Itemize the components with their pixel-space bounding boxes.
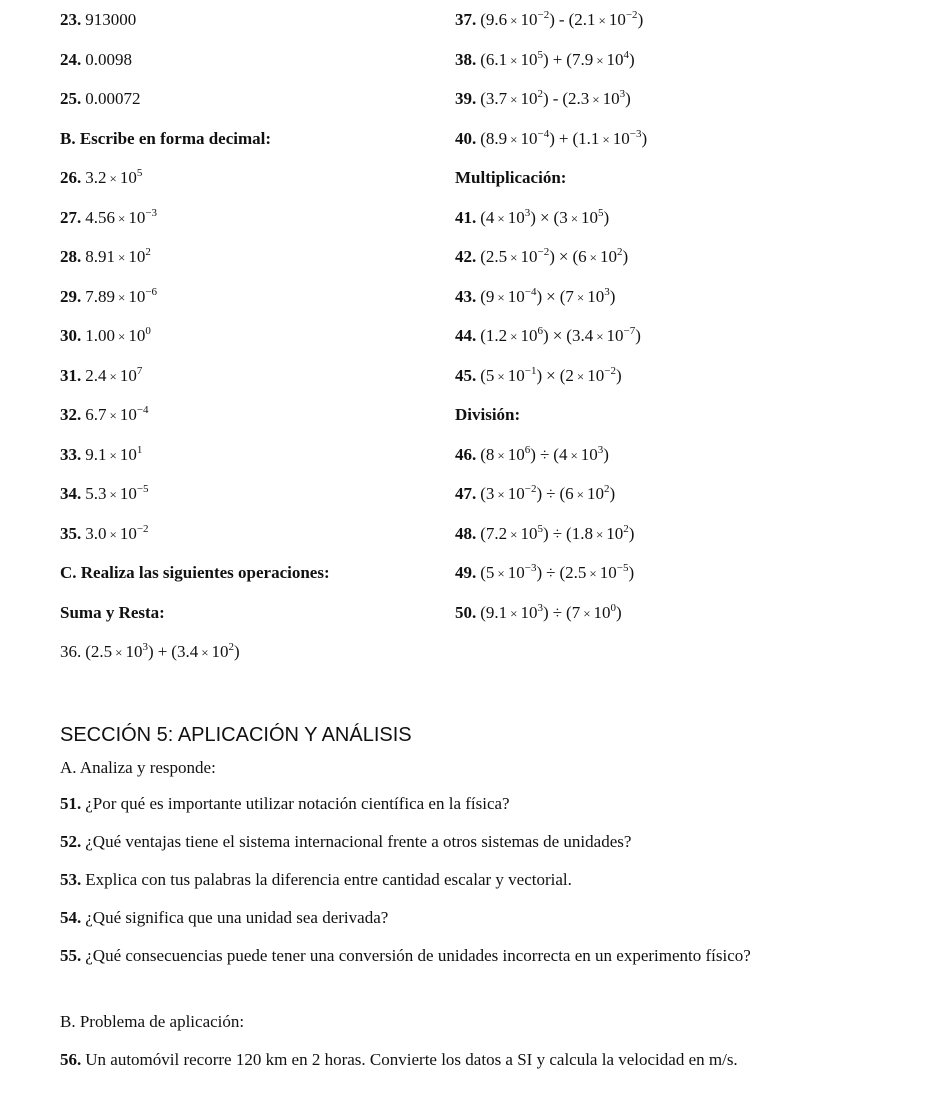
section-header: División: xyxy=(455,405,521,424)
operand-b: $(3.4 \times 10^2)$ xyxy=(171,641,240,661)
item-number: 35. xyxy=(60,523,82,543)
section-header: Multiplicación: xyxy=(455,168,567,187)
mantissa: 1.2 xyxy=(485,326,508,345)
item-number: 42. xyxy=(455,247,477,266)
exponent: 4 xyxy=(623,48,630,61)
mantissa: 3.7 xyxy=(485,89,508,108)
base-ten: 10 xyxy=(580,444,598,464)
times-sign: × xyxy=(570,210,579,226)
times-sign: × xyxy=(497,210,505,226)
exponent: 2 xyxy=(623,522,629,535)
base-ten: 10 xyxy=(593,602,611,622)
exponent: 5 xyxy=(537,522,544,535)
times-sign: × xyxy=(109,526,117,542)
base-ten: 10 xyxy=(507,365,525,385)
item-number: 33. xyxy=(60,444,82,464)
mantissa: 4 xyxy=(558,444,568,464)
times-sign: × xyxy=(576,487,585,502)
operator: + xyxy=(157,642,168,661)
operand-a: $(9.1 \times 10^3)$ xyxy=(480,601,549,622)
item-number: 28. xyxy=(60,247,82,266)
mantissa: 1.8 xyxy=(571,523,593,543)
operator: ÷ xyxy=(546,484,556,503)
base-ten: 10 xyxy=(612,128,630,148)
base-ten: 10 xyxy=(520,10,538,29)
exercise-item xyxy=(60,484,149,505)
mantissa: 3.4 xyxy=(176,642,199,661)
operator: - xyxy=(552,89,559,108)
exponent: 3 xyxy=(619,88,626,100)
question-text: ¿Qué consecuencias puede tener una conversión de unidades incorrecta en un experimento físico? xyxy=(85,946,751,965)
question-53 xyxy=(60,869,572,891)
exponent: −1 xyxy=(524,364,537,377)
times-sign: × xyxy=(510,605,518,621)
mantissa: 8.91 xyxy=(85,247,115,266)
mantissa: 2 xyxy=(565,365,574,385)
operand-a: $(8 \times 10^6)$ xyxy=(480,443,536,464)
item-number: 36. xyxy=(60,642,82,661)
exponent: −3 xyxy=(145,206,158,219)
base-ten: 10 xyxy=(520,602,538,622)
item-number: 29. xyxy=(60,286,82,306)
mantissa: 7.89 xyxy=(85,286,115,306)
base-ten: 10 xyxy=(128,247,146,266)
base-ten: 10 xyxy=(507,286,525,306)
exponent: 3 xyxy=(604,285,610,298)
item-number: 41. xyxy=(455,207,477,227)
times-sign: × xyxy=(510,131,518,147)
item-number: 37. xyxy=(455,10,477,29)
question-55 xyxy=(60,945,760,967)
exercise-item xyxy=(455,10,643,31)
base-ten: 10 xyxy=(599,563,617,582)
base-ten: 10 xyxy=(119,365,137,385)
operand-a: $(8.9 \times 10^{-4})$ xyxy=(480,127,555,148)
operand-b: $(3.4 \times 10^{-7})$ xyxy=(566,325,641,345)
operator: - xyxy=(558,10,565,29)
base-ten: 10 xyxy=(520,523,538,543)
operator: ÷ xyxy=(546,563,556,582)
exponent: −5 xyxy=(616,562,629,574)
operand-b: $(6 \times 10^2)$ xyxy=(572,246,629,266)
exercise-item xyxy=(60,405,149,426)
exercise-item xyxy=(60,642,240,663)
operator: × xyxy=(558,247,569,266)
exercise-item xyxy=(60,208,157,229)
base-ten: 10 xyxy=(520,49,538,69)
problem-text: Un automóvil recorre 120 km en 2 horas. Convierte los datos a SI y calcula la velocidad en m/s. xyxy=(85,1050,738,1069)
operand-b: $(2.3 \times 10^3)$ xyxy=(562,88,631,108)
exponent: 2 xyxy=(145,246,151,258)
exercise-item xyxy=(455,445,609,466)
exponent: −2 xyxy=(537,9,550,21)
mantissa: 5 xyxy=(485,563,495,582)
question-number: 51. xyxy=(60,794,82,813)
times-sign: × xyxy=(598,13,606,28)
mantissa: 6 xyxy=(565,484,574,503)
mantissa: 3 xyxy=(559,207,568,227)
question-number: 52. xyxy=(60,832,82,851)
question-number: 54. xyxy=(60,908,82,927)
item-number: 45. xyxy=(455,365,477,385)
operator: + xyxy=(558,128,569,148)
item-number: 27. xyxy=(60,207,82,227)
exponent: 5 xyxy=(136,167,143,179)
times-sign: × xyxy=(510,329,518,344)
exercise-item xyxy=(455,366,622,387)
question-text: Explica con tus palabras la diferencia entre cantidad escalar y vectorial. xyxy=(85,870,572,889)
operand-b: $(2.1 \times 10^{-2})$ xyxy=(568,9,644,29)
times-sign: × xyxy=(592,92,600,107)
item-number: 34. xyxy=(60,484,82,503)
exponent: 3 xyxy=(524,206,531,219)
item-value: 0.00072 xyxy=(85,89,141,108)
item-number: 31. xyxy=(60,365,82,385)
mantissa: 5 xyxy=(485,365,495,385)
base-ten: 10 xyxy=(507,207,525,227)
operand-b: $(7 \times 10^3)$ xyxy=(559,285,616,306)
mantissa: 3 xyxy=(485,484,495,503)
times-sign: × xyxy=(602,131,610,147)
mantissa: 4 xyxy=(485,207,495,227)
exponent: −5 xyxy=(136,483,149,495)
mantissa: 3.0 xyxy=(85,523,107,543)
mantissa: 2.1 xyxy=(574,10,596,29)
base-ten: 10 xyxy=(520,89,538,108)
problem-56 xyxy=(60,1049,820,1071)
exponent: 3 xyxy=(597,443,604,456)
times-sign: × xyxy=(201,645,209,660)
base-ten: 10 xyxy=(606,49,624,69)
exercise-item xyxy=(60,50,132,70)
times-sign: × xyxy=(109,487,117,502)
operator: × xyxy=(552,326,563,345)
exercise-item xyxy=(455,287,615,308)
times-sign: × xyxy=(115,645,123,660)
mantissa: 7 xyxy=(565,286,574,306)
operator: ÷ xyxy=(552,523,563,543)
times-sign: × xyxy=(109,447,117,463)
base-ten: 10 xyxy=(606,326,624,345)
exponent: −2 xyxy=(625,9,638,21)
base-ten: 10 xyxy=(119,484,137,503)
operator: × xyxy=(546,286,556,306)
times-sign: × xyxy=(109,171,117,186)
times-sign: × xyxy=(118,329,126,344)
exponent: −2 xyxy=(537,246,550,258)
operator: × xyxy=(546,365,556,385)
operand-a: $(4 \times 10^3)$ xyxy=(480,206,536,227)
item-number: 48. xyxy=(455,523,477,543)
section-header: C. Realiza las siguientes operaciones: xyxy=(60,563,330,582)
times-sign: × xyxy=(589,250,598,265)
base-ten: 10 xyxy=(128,286,146,306)
base-ten: 10 xyxy=(119,168,137,187)
times-sign: × xyxy=(118,210,126,226)
operand-a: $(1.2 \times 10^6)$ xyxy=(480,325,549,345)
exponent: 7 xyxy=(136,364,143,377)
mantissa: 6 xyxy=(578,247,587,266)
base-ten: 10 xyxy=(119,523,137,543)
operator: ÷ xyxy=(539,444,550,464)
exponent: 6 xyxy=(524,443,531,456)
operand-a: $(3 \times 10^{-2})$ xyxy=(480,483,543,503)
operand-a: $(2.5 \times 10^{-2})$ xyxy=(480,246,555,266)
times-sign: × xyxy=(576,289,585,305)
exponent: 5 xyxy=(598,206,604,219)
item-value: 0.0098 xyxy=(85,49,132,69)
item-number: 26. xyxy=(60,168,82,187)
base-ten: 10 xyxy=(128,326,146,345)
base-ten: 10 xyxy=(587,286,605,306)
operand-b: $(4 \times 10^3)$ xyxy=(553,443,609,464)
question-number: 55. xyxy=(60,946,82,965)
operand-a: $(7.2 \times 10^5)$ xyxy=(480,522,549,543)
exercise-item xyxy=(455,484,615,505)
item-number: 44. xyxy=(455,326,477,345)
operator: + xyxy=(552,49,563,69)
times-sign: × xyxy=(510,92,518,107)
exponent: −2 xyxy=(604,364,616,377)
question-text: ¿Qué ventajas tiene el sistema internacional frente a otros sistemas de unidades? xyxy=(85,832,632,851)
section-header: Suma y Resta: xyxy=(60,602,165,622)
exponent: −3 xyxy=(629,127,642,140)
base-ten: 10 xyxy=(119,444,137,464)
base-ten: 10 xyxy=(581,207,599,227)
item-number: 32. xyxy=(60,405,82,424)
base-ten: 10 xyxy=(587,365,605,385)
item-number: 23. xyxy=(60,10,82,29)
exponent: −2 xyxy=(524,483,537,495)
item-number: 47. xyxy=(455,484,477,503)
times-sign: × xyxy=(497,289,505,305)
operand-a: $(3.7 \times 10^2)$ xyxy=(480,88,549,108)
mantissa: 8 xyxy=(485,444,495,464)
exercise-item xyxy=(60,366,142,387)
base-ten: 10 xyxy=(119,405,137,424)
base-ten: 10 xyxy=(520,247,538,266)
operand-b: $(3 \times 10^5)$ xyxy=(553,206,610,227)
exercise-item xyxy=(60,524,149,545)
exponent: 3 xyxy=(537,601,544,614)
mantissa: 3.4 xyxy=(571,326,594,345)
part-b-label: B. Problema de aplicación: xyxy=(60,1012,245,1031)
exercise-item xyxy=(455,563,634,584)
times-sign: × xyxy=(510,52,518,68)
exercise-item xyxy=(60,287,157,308)
item-value: 913000 xyxy=(85,10,137,29)
item-number: 39. xyxy=(455,89,477,108)
exponent: 5 xyxy=(537,48,544,61)
times-sign: × xyxy=(118,250,126,265)
exercise-item xyxy=(60,168,142,189)
problem-number: 56. xyxy=(60,1050,82,1069)
times-sign: × xyxy=(596,329,604,344)
base-ten: 10 xyxy=(608,10,626,29)
mantissa: 1.00 xyxy=(85,326,115,345)
operand-a: $(2.5 \times 10^3)$ xyxy=(85,641,154,661)
base-ten: 10 xyxy=(602,89,620,108)
times-sign: × xyxy=(510,13,518,28)
mantissa: 7.9 xyxy=(571,49,594,69)
exponent: 1 xyxy=(136,443,143,456)
exponent: 0 xyxy=(145,325,151,337)
exercise-item xyxy=(455,603,622,624)
exponent: −7 xyxy=(623,325,636,337)
mantissa: 2.5 xyxy=(565,563,587,582)
times-sign: × xyxy=(583,605,591,621)
exponent: −4 xyxy=(136,404,149,416)
base-ten: 10 xyxy=(128,207,146,227)
mantissa: 9 xyxy=(485,286,495,306)
question-54 xyxy=(60,907,388,929)
exponent: −4 xyxy=(537,127,550,140)
exercise-item xyxy=(455,524,634,545)
item-number: 50. xyxy=(455,602,477,622)
times-sign: × xyxy=(109,368,117,384)
base-ten: 10 xyxy=(125,642,143,661)
base-ten: 10 xyxy=(520,128,538,148)
mantissa: 9.1 xyxy=(85,444,107,464)
base-ten: 10 xyxy=(600,247,618,266)
times-sign: × xyxy=(595,526,604,542)
mantissa: 1.1 xyxy=(578,128,600,148)
part-a-label: A. Analiza y responde: xyxy=(60,758,216,777)
times-sign: × xyxy=(596,52,604,68)
mantissa: 6.7 xyxy=(85,405,107,424)
base-ten: 10 xyxy=(507,563,525,582)
base-ten: 10 xyxy=(520,326,538,345)
item-number: 46. xyxy=(455,444,477,464)
operand-a: $(5 \times 10^{-1})$ xyxy=(480,364,543,385)
exponent: 2 xyxy=(604,483,610,495)
question-text: ¿Por qué es importante utilizar notación científica en la física? xyxy=(85,794,510,813)
exercise-item xyxy=(60,445,142,466)
exponent: 3 xyxy=(142,641,149,653)
operand-b: $(1.8 \times 10^2)$ xyxy=(566,522,635,543)
exercise-item xyxy=(455,247,628,268)
exponent: 2 xyxy=(537,88,544,100)
item-number: 24. xyxy=(60,49,82,69)
operand-b: $(2 \times 10^{-2})$ xyxy=(559,364,622,385)
exponent: 6 xyxy=(537,325,544,337)
item-number: 43. xyxy=(455,286,477,306)
operator: × xyxy=(539,207,550,227)
item-number: 38. xyxy=(455,49,477,69)
base-ten: 10 xyxy=(507,484,525,503)
exercise-item xyxy=(60,326,151,347)
operand-a: $(9.6 \times 10^{-2})$ xyxy=(480,9,555,29)
times-sign: × xyxy=(497,368,505,384)
section-title: SECCIÓN 5: APLICACIÓN Y ANÁLISIS xyxy=(60,724,412,746)
operand-a: $(9 \times 10^{-4})$ xyxy=(480,285,543,306)
exponent: −2 xyxy=(136,522,149,535)
exponent: −6 xyxy=(145,285,158,298)
question-52 xyxy=(60,831,631,853)
times-sign: × xyxy=(570,447,578,463)
exercise-item xyxy=(60,89,141,109)
mantissa: 2.4 xyxy=(85,365,107,385)
item-number: 40. xyxy=(455,128,477,148)
base-ten: 10 xyxy=(507,444,525,464)
operand-b: $(6 \times 10^2)$ xyxy=(559,483,616,503)
times-sign: × xyxy=(497,447,505,463)
mantissa: 8.9 xyxy=(485,128,508,148)
mantissa: 7 xyxy=(571,602,581,622)
exercise-item xyxy=(455,50,635,71)
exponent: 2 xyxy=(228,641,235,653)
exponent: 0 xyxy=(610,601,617,614)
operand-b: $(1.1 \times 10^{-3})$ xyxy=(572,127,648,148)
question-text: ¿Qué significa que una unidad sea derivada? xyxy=(85,908,389,927)
times-sign: × xyxy=(497,566,505,581)
times-sign: × xyxy=(576,368,585,384)
item-number: 25. xyxy=(60,89,82,108)
exponent: 2 xyxy=(617,246,623,258)
question-number: 53. xyxy=(60,870,82,889)
question-51 xyxy=(60,793,510,815)
base-ten: 10 xyxy=(587,484,605,503)
mantissa: 9.1 xyxy=(485,602,508,622)
mantissa: 3.2 xyxy=(85,168,107,187)
operand-a: $(6.1 \times 10^5)$ xyxy=(480,48,549,69)
operand-b: $(7 \times 10^0)$ xyxy=(566,601,622,622)
mantissa: 6.1 xyxy=(485,49,508,69)
exercise-item xyxy=(455,208,609,229)
exercise-item xyxy=(60,247,151,268)
item-number: 49. xyxy=(455,563,477,582)
exercise-item xyxy=(455,326,641,347)
times-sign: × xyxy=(510,526,518,542)
item-number: 30. xyxy=(60,326,82,345)
operand-b: $(7.9 \times 10^4)$ xyxy=(566,48,635,69)
times-sign: × xyxy=(118,289,126,305)
mantissa: 2.5 xyxy=(485,247,508,266)
mantissa: 2.3 xyxy=(568,89,590,108)
operand-b: $(2.5 \times 10^{-5})$ xyxy=(559,562,635,582)
base-ten: 10 xyxy=(606,523,624,543)
exercise-item xyxy=(455,89,631,110)
operator: ÷ xyxy=(552,602,563,622)
mantissa: 7.2 xyxy=(485,523,508,543)
operand-a: $(5 \times 10^{-3})$ xyxy=(480,562,543,582)
mantissa: 4.56 xyxy=(85,207,115,227)
mantissa: 5.3 xyxy=(85,484,107,503)
times-sign: × xyxy=(497,487,505,502)
exponent: −4 xyxy=(524,285,537,298)
times-sign: × xyxy=(589,566,597,581)
exponent: −3 xyxy=(524,562,537,574)
base-ten: 10 xyxy=(211,642,229,661)
exercise-item xyxy=(60,10,136,30)
times-sign: × xyxy=(510,250,518,265)
times-sign: × xyxy=(109,408,117,423)
exercise-item xyxy=(455,129,647,150)
section-header: B. Escribe en forma decimal: xyxy=(60,128,272,148)
mantissa: 2.5 xyxy=(90,642,113,661)
mantissa: 9.6 xyxy=(485,10,508,29)
